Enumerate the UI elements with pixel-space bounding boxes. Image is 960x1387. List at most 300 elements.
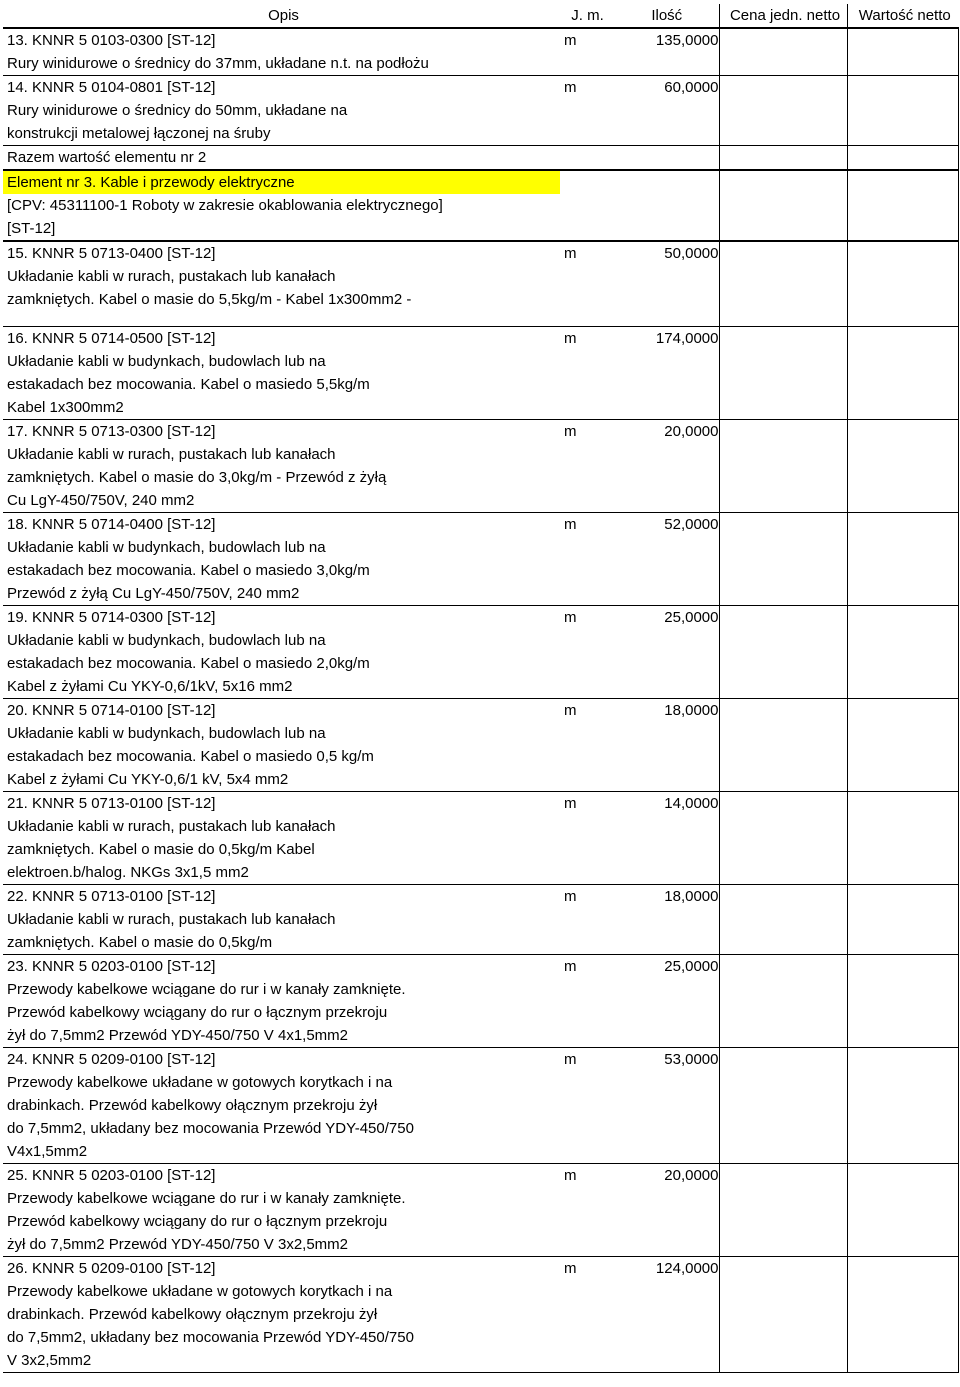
cell-ilosc: 124,0000 [611, 1257, 719, 1281]
cell-jm: m [560, 513, 611, 537]
cell-wartosc [847, 792, 958, 816]
item-description-row [3, 815, 958, 838]
cell-opis: Rury winidurowe o średnicy do 37mm, układane n.t. na podłożu [7, 55, 429, 72]
item-description-row [3, 1001, 958, 1024]
cell-opis: 13. KNNR 5 0103-0300 [ST-12] [3, 28, 560, 52]
cell-opis: 17. KNNR 5 0713-0300 [ST-12] [3, 420, 560, 444]
cell-cena [719, 699, 847, 723]
item-description-row [3, 745, 958, 768]
cell-wartosc [847, 768, 958, 792]
cell-wartosc [847, 146, 958, 171]
cell-ilosc [611, 861, 719, 885]
cell-jm [560, 1187, 611, 1210]
cell-jm [560, 768, 611, 792]
cell-wartosc [847, 327, 958, 351]
cell-wartosc [847, 1001, 958, 1024]
cell-opis: 25. KNNR 5 0203-0100 [ST-12] [3, 1164, 560, 1188]
cell-opis: zamkniętych. Kabel o masie do 0,5kg/m [7, 934, 273, 951]
cell-opis: 19. KNNR 5 0714-0300 [ST-12] [3, 606, 560, 630]
cell-cena [719, 76, 847, 100]
cell-ilosc [611, 288, 719, 311]
element-st-row [3, 217, 958, 241]
cell-wartosc [847, 122, 958, 146]
cell-jm [560, 815, 611, 838]
cell-wartosc [847, 559, 958, 582]
cell-jm: m [560, 28, 611, 52]
cell-cena [719, 194, 847, 217]
item-row [3, 76, 958, 100]
cell-wartosc [847, 76, 958, 100]
cell-cena [719, 489, 847, 513]
cell-jm [560, 1349, 611, 1373]
cell-jm [560, 1001, 611, 1024]
cell-cena [719, 675, 847, 699]
cell-cena [719, 978, 847, 1001]
cell-jm [560, 122, 611, 146]
cell-jm [560, 931, 611, 955]
cell-wartosc [847, 466, 958, 489]
cell-opis: zamkniętych. Kabel o masie do 5,5kg/m - Kabel 1x300mm2 - [7, 291, 412, 308]
cell-ilosc [611, 1349, 719, 1373]
item-description-row [3, 373, 958, 396]
cell-jm [560, 1094, 611, 1117]
cell-wartosc [847, 978, 958, 1001]
cell-opis: zamkniętych. Kabel o masie do 3,0kg/m - Przewód z żyłą [7, 469, 387, 486]
item-description-row [3, 908, 958, 931]
item-description-row [3, 350, 958, 373]
cell-ilosc [611, 675, 719, 699]
cell-jm [560, 861, 611, 885]
item-description-row [3, 1210, 958, 1233]
cell-cena [719, 1048, 847, 1072]
cell-ilosc: 20,0000 [611, 420, 719, 444]
cell-ilosc [611, 652, 719, 675]
cell-wartosc [847, 373, 958, 396]
cell-cena [719, 217, 847, 241]
item-description-row [3, 978, 958, 1001]
cell-opis: 16. KNNR 5 0714-0500 [ST-12] [3, 327, 560, 351]
cell-jm: m [560, 955, 611, 979]
cell-jm: m [560, 420, 611, 444]
summary-row [3, 146, 958, 171]
cell-cena [719, 1280, 847, 1303]
cell-jm [560, 1117, 611, 1140]
cell-jm [560, 99, 611, 122]
cell-ilosc [611, 768, 719, 792]
cell-cena [719, 241, 847, 265]
cell-jm [560, 629, 611, 652]
cell-opis: estakadach bez mocowania. Kabel o masiedo 5,5kg/m [7, 376, 370, 393]
cell-wartosc [847, 28, 958, 52]
cell-cena [719, 1326, 847, 1349]
cell-ilosc [611, 582, 719, 606]
cell-cena [719, 146, 847, 171]
cell-opis: estakadach bez mocowania. Kabel o masiedo 3,0kg/m [7, 562, 370, 579]
cell-cena [719, 861, 847, 885]
cell-ilosc [611, 52, 719, 76]
cell-ilosc: 18,0000 [611, 699, 719, 723]
cell-cena [719, 768, 847, 792]
item-row [3, 513, 958, 537]
cell-cena [719, 513, 847, 537]
cell-wartosc [847, 217, 958, 241]
cell-wartosc [847, 443, 958, 466]
cell-cena [719, 466, 847, 489]
cell-wartosc [847, 1233, 958, 1257]
cell-cena [719, 443, 847, 466]
cell-wartosc [847, 1140, 958, 1164]
cell-jm [560, 194, 611, 217]
cell-opis: 20. KNNR 5 0714-0100 [ST-12] [3, 699, 560, 723]
cell-opis: 23. KNNR 5 0203-0100 [ST-12] [3, 955, 560, 979]
cell-ilosc [611, 217, 719, 241]
cell-jm [560, 52, 611, 76]
cell-jm [560, 170, 611, 194]
cell-ilosc: 135,0000 [611, 28, 719, 52]
cell-opis: Układanie kabli w rurach, pustakach lub kanałach [7, 268, 336, 285]
cell-ilosc [611, 559, 719, 582]
cell-opis: 18. KNNR 5 0714-0400 [ST-12] [3, 513, 560, 537]
cell-wartosc [847, 1024, 958, 1048]
cell-ilosc [611, 265, 719, 288]
cell-jm [560, 373, 611, 396]
cell-opis: Przewód kabelkowy wciągany do rur o łącznym przekroju [7, 1004, 388, 1021]
cell-wartosc [847, 1094, 958, 1117]
cell-ilosc [611, 1280, 719, 1303]
cell-wartosc [847, 652, 958, 675]
cell-opis: Układanie kabli w budynkach, budowlach lub na [7, 353, 326, 370]
cell-jm [560, 908, 611, 931]
item-description-row [3, 1280, 958, 1303]
item-description-row [3, 466, 958, 489]
cell-jm: m [560, 1257, 611, 1281]
cell-jm: m [560, 1048, 611, 1072]
cell-jm: m [560, 1164, 611, 1188]
cell-cena [719, 265, 847, 288]
cell-opis: Układanie kabli w budynkach, budowlach lub na [7, 725, 326, 742]
item-description-row [3, 99, 958, 122]
cell-jm [560, 978, 611, 1001]
cell-cena [719, 1257, 847, 1281]
cell-wartosc [847, 1048, 958, 1072]
cell-jm: m [560, 327, 611, 351]
cell-ilosc [611, 1001, 719, 1024]
cost-estimate-table [3, 4, 959, 1373]
cell-opis: Przewód z żyłą Cu LgY-450/750V, 240 mm2 [7, 585, 300, 602]
cell-wartosc [847, 52, 958, 76]
item-row [3, 241, 958, 265]
cell-wartosc [847, 699, 958, 723]
spacer-row [3, 311, 958, 327]
item-description-row [3, 1349, 958, 1373]
cell-cena [719, 652, 847, 675]
cell-opis: żył do 7,5mm2 Przewód YDY-450/750 V 4x1,5mm2 [7, 1027, 349, 1044]
cell-cena [719, 815, 847, 838]
cell-cena [719, 722, 847, 745]
cell-cena [719, 536, 847, 559]
cell-wartosc [847, 1349, 958, 1373]
cell-opis: Przewody kabelkowe wciągane do rur i w kanały zamknięte. [7, 1190, 406, 1207]
cell-jm [560, 1233, 611, 1257]
cell-cena [719, 99, 847, 122]
cell-ilosc [611, 745, 719, 768]
cell-cena [719, 373, 847, 396]
element-title-row [3, 170, 958, 194]
cell-wartosc [847, 606, 958, 630]
item-description-row [3, 1140, 958, 1164]
cell-cena [719, 559, 847, 582]
cell-ilosc [611, 815, 719, 838]
cell-wartosc [847, 675, 958, 699]
cell-ilosc [611, 1326, 719, 1349]
cell-cena [719, 122, 847, 146]
cell-ilosc [611, 1117, 719, 1140]
cell-cena [719, 327, 847, 351]
cell-ilosc [611, 443, 719, 466]
cell-opis: 21. KNNR 5 0713-0100 [ST-12] [3, 792, 560, 816]
cell-jm: m [560, 699, 611, 723]
cell-jm [560, 265, 611, 288]
cell-jm: m [560, 606, 611, 630]
cell-wartosc [847, 170, 958, 194]
cell-cena [719, 170, 847, 194]
cell-cena [719, 28, 847, 52]
item-description-row [3, 675, 958, 699]
cell-opis: do 7,5mm2, układany bez mocowania Przewód YDY-450/750 [7, 1120, 414, 1137]
cell-ilosc [611, 838, 719, 861]
cell-opis: [CPV: 45311100-1 Roboty w zakresie okablowania elektrycznego] [7, 197, 443, 214]
cell-cena [719, 288, 847, 311]
cell-jm [560, 288, 611, 311]
cell-opis: żył do 7,5mm2 Przewód YDY-450/750 V 3x2,5mm2 [7, 1236, 349, 1253]
cell-ilosc [611, 489, 719, 513]
cell-wartosc [847, 1326, 958, 1349]
item-row [3, 885, 958, 909]
cell-opis: zamkniętych. Kabel o masie do 0,5kg/m Kabel [7, 841, 315, 858]
cell-opis: Przewody kabelkowe układane w gotowych korytkach i na [7, 1283, 393, 1300]
item-description-row [3, 536, 958, 559]
cell-cena [719, 396, 847, 420]
cell-cena [719, 350, 847, 373]
cell-cena [719, 931, 847, 955]
cell-wartosc [847, 745, 958, 768]
cell-ilosc [611, 536, 719, 559]
cell-opis: elektroen.b/halog. NKGs 3x1,5 mm2 [7, 864, 249, 881]
cell-opis: Układanie kabli w rurach, pustakach lub kanałach [7, 911, 336, 928]
cell-wartosc [847, 513, 958, 537]
item-description-row [3, 1303, 958, 1326]
cell-wartosc [847, 931, 958, 955]
cell-ilosc [611, 373, 719, 396]
element-cpv-row [3, 194, 958, 217]
cell-opis: 15. KNNR 5 0713-0400 [ST-12] [3, 241, 560, 265]
cell-wartosc [847, 1187, 958, 1210]
cell-jm [560, 536, 611, 559]
cell-jm [560, 559, 611, 582]
cell-opis: konstrukcji metalowej łączonej na śruby [7, 125, 271, 142]
item-description-row [3, 1024, 958, 1048]
item-row [3, 1048, 958, 1072]
cell-wartosc [847, 241, 958, 265]
cell-opis: Razem wartość elementu nr 2 [3, 146, 560, 171]
cell-wartosc [847, 955, 958, 979]
cell-ilosc [611, 194, 719, 217]
cell-wartosc [847, 99, 958, 122]
item-description-row [3, 861, 958, 885]
cell-wartosc [847, 1164, 958, 1188]
cell-cena [719, 1001, 847, 1024]
item-description-row [3, 443, 958, 466]
cell-ilosc: 50,0000 [611, 241, 719, 265]
item-description-row [3, 1094, 958, 1117]
cell-ilosc: 25,0000 [611, 606, 719, 630]
cell-ilosc: 20,0000 [611, 1164, 719, 1188]
item-description-row [3, 396, 958, 420]
cell-opis: do 7,5mm2, układany bez mocowania Przewód YDY-450/750 [7, 1329, 414, 1346]
cell-jm [560, 652, 611, 675]
cell-ilosc: 53,0000 [611, 1048, 719, 1072]
cell-opis: Cu LgY-450/750V, 240 mm2 [7, 492, 195, 509]
cell-opis: Kabel z żyłami Cu YKY-0,6/1 kV, 5x4 mm2 [7, 771, 289, 788]
cell-opis: Kabel 1x300mm2 [7, 399, 124, 416]
cell-jm: m [560, 885, 611, 909]
item-row [3, 699, 958, 723]
cell-jm [560, 1024, 611, 1048]
cell-opis: 26. KNNR 5 0209-0100 [ST-12] [3, 1257, 560, 1281]
cell-ilosc: 25,0000 [611, 955, 719, 979]
cell-cena [719, 1024, 847, 1048]
cell-wartosc [847, 350, 958, 373]
cell-ilosc [611, 1187, 719, 1210]
table-header [3, 4, 958, 28]
cell-ilosc [611, 170, 719, 194]
cell-wartosc [847, 582, 958, 606]
cell-cena [719, 955, 847, 979]
cell-cena [719, 1210, 847, 1233]
item-row [3, 792, 958, 816]
cell-wartosc [847, 536, 958, 559]
cell-opis: Rury winidurowe o średnicy do 50mm, układane na [7, 102, 348, 119]
cell-opis: Przewód kabelkowy wciągany do rur o łącznym przekroju [7, 1213, 388, 1230]
cell-ilosc [611, 978, 719, 1001]
cell-wartosc [847, 861, 958, 885]
cell-wartosc [847, 1280, 958, 1303]
cell-ilosc [611, 908, 719, 931]
cell-cena [719, 1094, 847, 1117]
item-row [3, 327, 958, 351]
cell-ilosc [611, 931, 719, 955]
cell-ilosc [611, 1024, 719, 1048]
cell-wartosc [847, 311, 958, 327]
cell-jm: m [560, 792, 611, 816]
cell-wartosc [847, 1303, 958, 1326]
cell-opis: Układanie kabli w rurach, pustakach lub kanałach [7, 446, 336, 463]
item-description-row [3, 629, 958, 652]
cell-cena [719, 1303, 847, 1326]
cell-jm [560, 443, 611, 466]
item-row [3, 1257, 958, 1281]
cell-jm: m [560, 241, 611, 265]
cell-ilosc [611, 629, 719, 652]
cell-ilosc [611, 311, 719, 327]
item-description-row [3, 52, 958, 76]
cell-jm [560, 1140, 611, 1164]
cell-wartosc [847, 1071, 958, 1094]
cell-wartosc [847, 1117, 958, 1140]
cell-wartosc [847, 838, 958, 861]
cell-wartosc [847, 489, 958, 513]
cell-opis: 22. KNNR 5 0713-0100 [ST-12] [3, 885, 560, 909]
item-row [3, 955, 958, 979]
item-description-row [3, 288, 958, 311]
cell-cena [719, 1349, 847, 1373]
item-description-row [3, 652, 958, 675]
cell-opis: estakadach bez mocowania. Kabel o masiedo 2,0kg/m [7, 655, 370, 672]
cell-opis [3, 311, 560, 327]
item-row [3, 606, 958, 630]
cell-ilosc [611, 1071, 719, 1094]
cell-cena [719, 1187, 847, 1210]
cell-wartosc [847, 420, 958, 444]
item-description-row [3, 582, 958, 606]
item-description-row [3, 1233, 958, 1257]
header-wartosc: Wartość netto [847, 4, 958, 28]
item-description-row [3, 838, 958, 861]
item-description-row [3, 1326, 958, 1349]
item-row [3, 28, 958, 52]
cell-cena [719, 885, 847, 909]
cell-ilosc [611, 350, 719, 373]
cell-opis: Układanie kabli w rurach, pustakach lub kanałach [7, 818, 336, 835]
cell-jm [560, 311, 611, 327]
item-description-row [3, 768, 958, 792]
cell-jm [560, 396, 611, 420]
cell-cena [719, 908, 847, 931]
item-description-row [3, 122, 958, 146]
cell-opis: 14. KNNR 5 0104-0801 [ST-12] [3, 76, 560, 100]
cell-jm [560, 745, 611, 768]
cell-opis: Element nr 3. Kable i przewody elektryczne [3, 170, 560, 194]
cell-ilosc [611, 396, 719, 420]
cell-cena [719, 1140, 847, 1164]
cell-wartosc [847, 288, 958, 311]
cell-wartosc [847, 885, 958, 909]
item-description-row [3, 265, 958, 288]
item-description-row [3, 1187, 958, 1210]
item-description-row [3, 931, 958, 955]
item-description-row [3, 489, 958, 513]
cell-ilosc [611, 146, 719, 171]
cell-jm: m [560, 76, 611, 100]
cell-opis: drabinkach. Przewód kabelkowy ołącznym przekroju żył [7, 1306, 378, 1323]
cell-cena [719, 1117, 847, 1140]
cell-jm [560, 466, 611, 489]
item-description-row [3, 559, 958, 582]
cell-opis: Układanie kabli w budynkach, budowlach lub na [7, 539, 326, 556]
cell-wartosc [847, 265, 958, 288]
cell-wartosc [847, 629, 958, 652]
cell-wartosc [847, 194, 958, 217]
cell-cena [719, 1233, 847, 1257]
cell-ilosc: 18,0000 [611, 885, 719, 909]
cell-opis: estakadach bez mocowania. Kabel o masiedo 0,5 kg/m [7, 748, 374, 765]
cell-jm [560, 838, 611, 861]
cell-cena [719, 582, 847, 606]
cell-ilosc: 14,0000 [611, 792, 719, 816]
header-ilosc: Ilość [611, 4, 719, 28]
cell-cena [719, 1071, 847, 1094]
cell-cena [719, 311, 847, 327]
